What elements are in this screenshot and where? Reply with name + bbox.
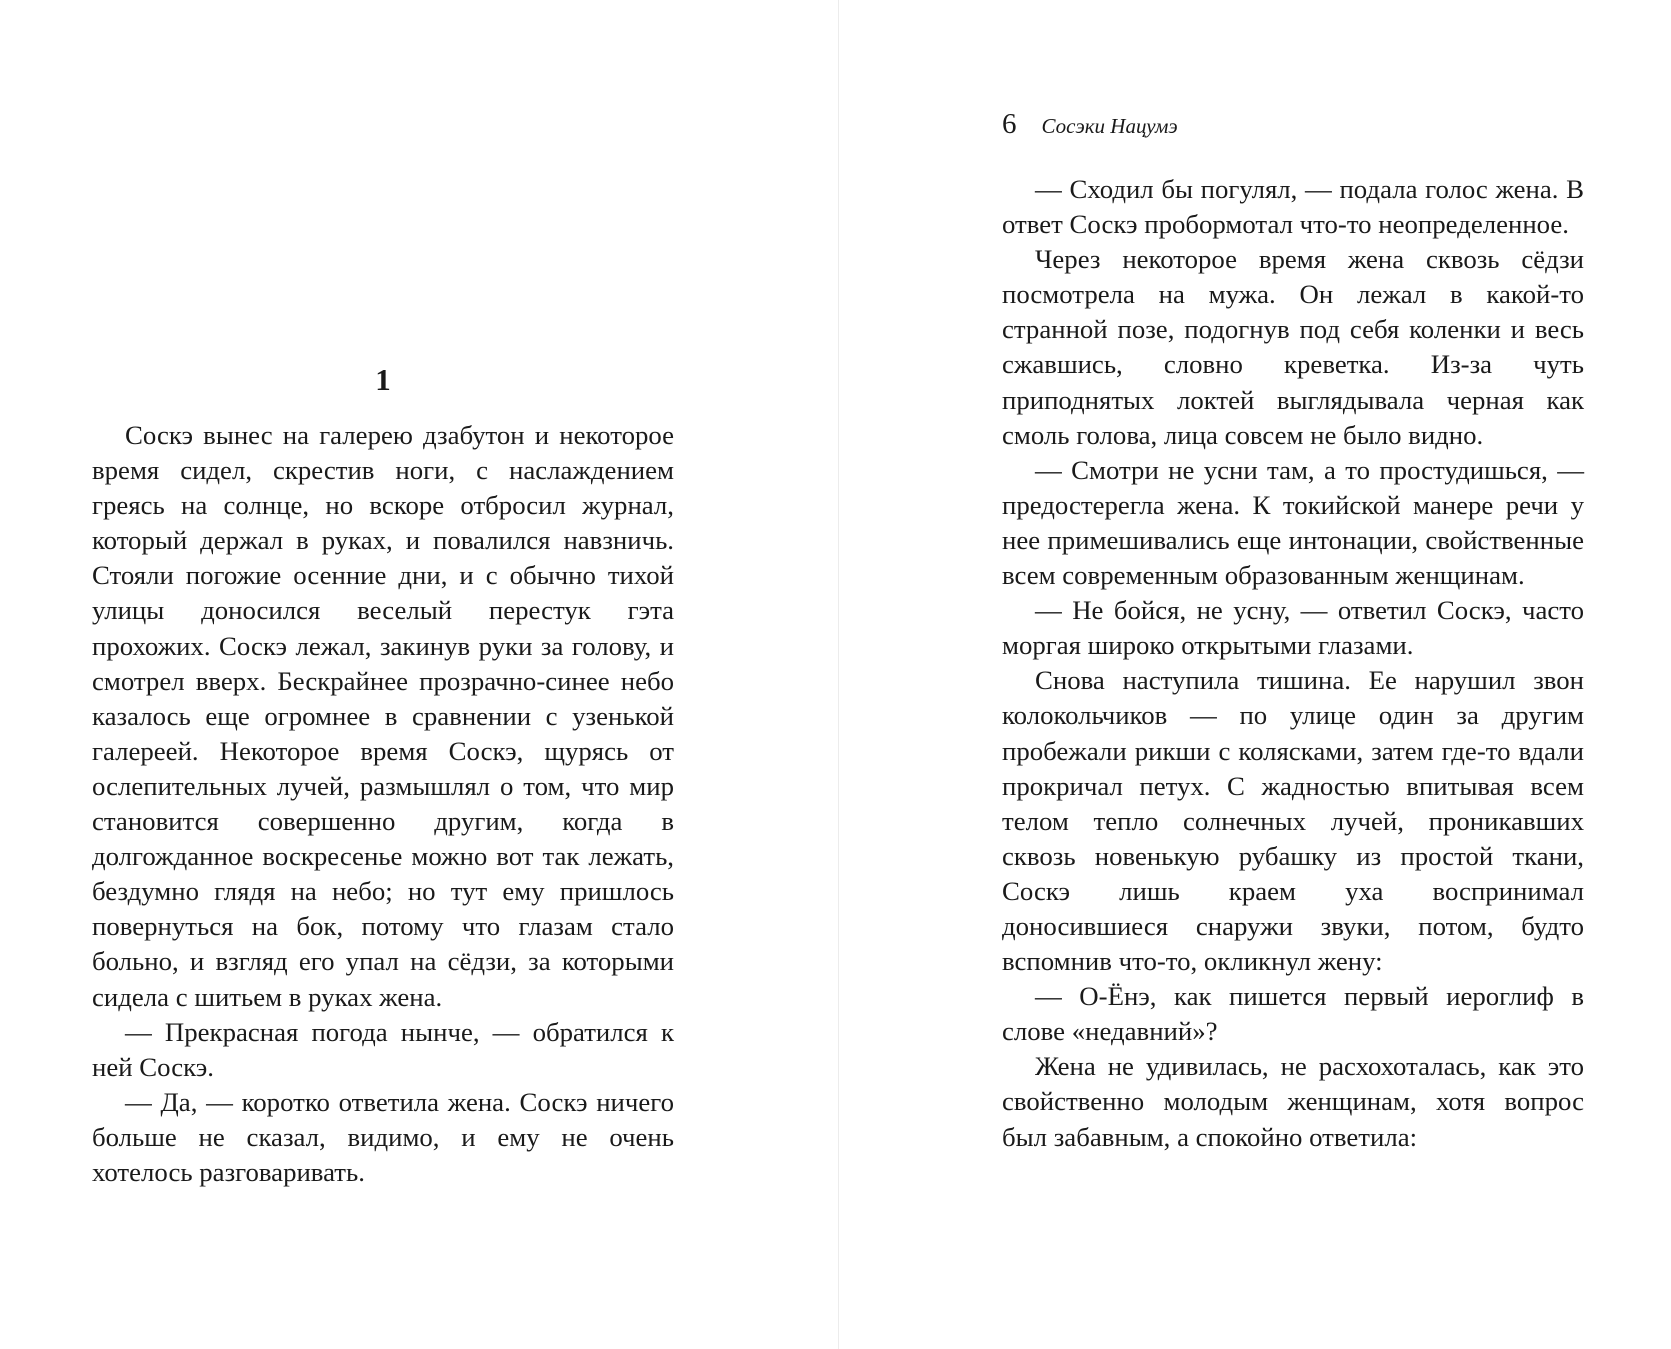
left-page-text xyxy=(92,418,674,1190)
paragraph: — Прекрасная погода нынче, — обратился к ней Соскэ. xyxy=(92,1016,674,1082)
paragraph: Соскэ вынес на галерею дзабутон и некоторое время сидел, скрестив ноги, с наслаждением греясь на солнце, но вскоре отбросил журнал, который держал в руках, и повалился навзничь. Стояли погожие осенние дни, и с обычно тихой улицы доносился веселый перестук гэта прохожих. Соскэ лежал, закинув руки за голову, и смотрел вверх. Бескрайнее прозрачно-синее небо казалось еще огромнее в сравнении с узенькой галереей. Некоторое время Соскэ, щурясь от ослепительных лучей, размышлял о том, что мир становится совершенно другим, когда в долгожданное воскресенье можно вот так лежать, бездумно глядя на небо; но тут ему пришлось повернуться на бок, потому что глазам стало больно, и взгляд его упал на сёдзи, за которыми сидела с шитьем в руках жена. xyxy=(92,420,674,1012)
paragraph: Жена не удивилась, не расхохоталась, как это свойственно молодым женщинам, хотя вопрос был забавным, а спокойно ответила: xyxy=(1002,1051,1584,1152)
paragraph: Снова наступила тишина. Ее нарушил звон колокольчиков — по улице один за другим пробежали рикши с колясками, затем где-то вдали прокричал петух. С жадностью впитывая всем телом тепло солнечных лучей, проникавших сквозь новенькую рубашку из простой ткани, Соскэ лишь краем уха воспринимал доносившиеся снаружи звуки, потом, будто вспомнив что-то, окликнул жену: xyxy=(1002,665,1584,977)
paragraph: — Не бойся, не усну, — ответил Соскэ, часто моргая широко открытыми глазами. xyxy=(1002,595,1584,661)
paragraph: — Смотри не усни там, а то простудишься, — предостерегла жена. К токийской манере речи у нее примешивались еще интонации, свойственные всем современным образованным женщинам. xyxy=(1002,454,1584,591)
page-number: 6 xyxy=(1002,108,1017,140)
running-head xyxy=(1002,104,1178,144)
chapter-number: 1 xyxy=(375,362,391,397)
paragraph: — О-Ёнэ, как пишется первый иероглиф в слове «недавний»? xyxy=(1002,981,1584,1047)
paragraph: — Да, — коротко ответила жена. Соскэ ничего больше не сказал, видимо, и ему не очень хотелось разговаривать. xyxy=(92,1086,674,1187)
right-page xyxy=(839,0,1671,1349)
paragraph: Через некоторое время жена сквозь сёдзи посмотрела на мужа. Он лежал в какой-то странной позе, подогнув под себя коленки и весь сжавшись, словно креветка. Из-за чуть приподнятых локтей выглядывала черная как смоль голова, лица совсем не было видно. xyxy=(1002,244,1584,450)
paragraph: — Сходил бы погулял, — подала голос жена. В ответ Соскэ пробормотал что-то неопределенное. xyxy=(1002,174,1584,240)
right-page-text xyxy=(1002,172,1584,1155)
running-head-author: Сосэки Нацумэ xyxy=(1041,114,1178,138)
